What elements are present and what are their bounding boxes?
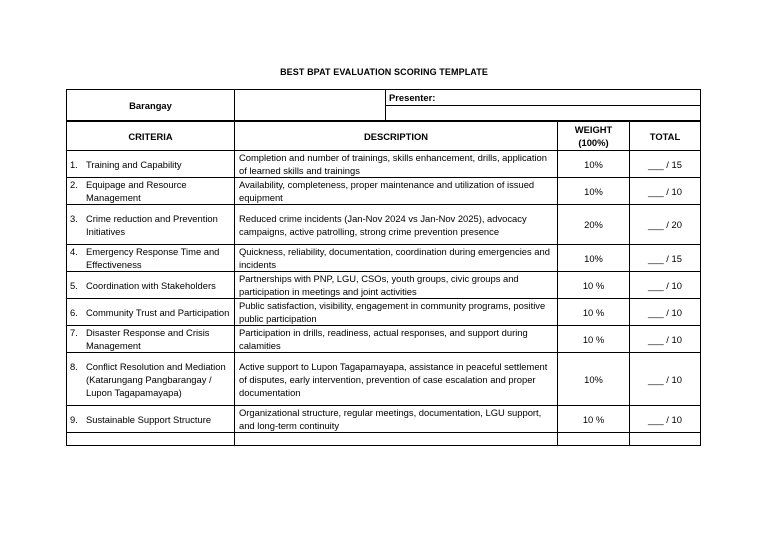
weight-cell: 10 % — [558, 299, 630, 326]
criteria-number: 2. — [70, 179, 78, 190]
total-cell[interactable]: ___ / 15 — [630, 151, 701, 178]
weight-cell: 10 % — [558, 326, 630, 353]
criteria-text: Disaster Response and Crisis Management — [86, 327, 210, 351]
total-cell[interactable]: ___ / 10 — [630, 353, 701, 406]
description-cell: Organizational structure, regular meetings, documentation, LGU support, and long-term continuity — [235, 406, 558, 433]
criteria-cell — [67, 205, 235, 245]
criteria-header: CRITERIA — [67, 122, 235, 151]
description-cell: Quickness, reliability, documentation, coordination during emergencies and incidents — [235, 245, 558, 272]
criteria-text: Sustainable Support Structure — [86, 413, 212, 425]
barangay-value-cell[interactable] — [235, 90, 386, 121]
criteria-text: Emergency Response Time and Effectiveness — [86, 246, 220, 270]
criteria-text: Community Trust and Participation — [86, 306, 230, 318]
header-table — [66, 89, 701, 121]
total-cell[interactable]: ___ / 10 — [630, 326, 701, 353]
table-row — [67, 205, 701, 245]
criteria-text: Coordination with Stakeholders — [86, 279, 216, 291]
barangay-label: Barangay — [67, 90, 235, 121]
criteria-cell — [67, 178, 235, 205]
table-row — [67, 151, 701, 178]
weight-cell: 20% — [558, 205, 630, 245]
table-row — [67, 272, 701, 299]
criteria-number: 3. — [70, 212, 78, 224]
table-row — [67, 178, 701, 205]
weight-cell: 10% — [558, 245, 630, 272]
empty-footer-row — [67, 433, 701, 446]
total-cell[interactable]: ___ / 10 — [630, 299, 701, 326]
presenter-value-cell[interactable] — [386, 106, 701, 121]
description-header: DESCRIPTION — [235, 122, 558, 151]
criteria-cell — [67, 245, 235, 272]
table-row — [67, 326, 701, 353]
table-header-row — [67, 122, 701, 151]
criteria-cell — [67, 151, 235, 178]
total-cell[interactable]: ___ / 10 — [630, 178, 701, 205]
total-cell[interactable]: ___ / 20 — [630, 205, 701, 245]
document-title: BEST BPAT EVALUATION SCORING TEMPLATE — [280, 67, 488, 77]
criteria-number: 7. — [70, 327, 78, 338]
criteria-cell — [67, 353, 235, 406]
description-cell: Partnerships with PNP, LGU, CSOs, youth groups, civic groups and participation in meetings and joint activities — [235, 272, 558, 299]
weight-cell: 10% — [558, 178, 630, 205]
criteria-cell — [67, 326, 235, 353]
table-row — [67, 406, 701, 433]
criteria-text: Conflict Resolution and Mediation (Katarungang Pangbarangay / Lupon Tagapamayapa) — [86, 360, 226, 398]
description-cell: Reduced crime incidents (Jan-Nov 2024 vs Jan-Nov 2025), advocacy campaigns, active patrolling, strong crime prevention presence — [235, 205, 558, 245]
weight-header: WEIGHT (100%) — [558, 122, 630, 151]
weight-cell: 10 % — [558, 272, 630, 299]
weight-cell: 10% — [558, 151, 630, 178]
criteria-cell — [67, 272, 235, 299]
criteria-number: 9. — [70, 413, 78, 425]
table-row — [67, 299, 701, 326]
criteria-text: Crime reduction and Prevention Initiatives — [86, 212, 218, 237]
weight-cell: 10% — [558, 353, 630, 406]
description-cell: Participation in drills, readiness, actual responses, and support during calamities — [235, 326, 558, 353]
description-cell: Public satisfaction, visibility, engagement in community programs, positive public participation — [235, 299, 558, 326]
table-row — [67, 353, 701, 406]
criteria-number: 8. — [70, 360, 78, 372]
total-cell[interactable]: ___ / 10 — [630, 406, 701, 433]
total-cell[interactable]: ___ / 15 — [630, 245, 701, 272]
criteria-number: 4. — [70, 246, 78, 257]
criteria-number: 6. — [70, 306, 78, 318]
total-header: TOTAL — [630, 122, 701, 151]
table-row — [67, 245, 701, 272]
total-cell[interactable]: ___ / 10 — [630, 272, 701, 299]
description-cell: Completion and number of trainings, skills enhancement, drills, application of learned skills and trainings — [235, 151, 558, 178]
description-cell: Availability, completeness, proper maintenance and utilization of issued equipment — [235, 178, 558, 205]
criteria-table — [66, 121, 701, 446]
description-cell: Active support to Lupon Tagapamayapa, assistance in peaceful settlement of disputes, early intervention, prevention of case escalation and proper documentation — [235, 353, 558, 406]
criteria-number: 5. — [70, 279, 78, 291]
criteria-cell — [67, 406, 235, 433]
criteria-text: Equipage and Resource Management — [86, 179, 187, 203]
presenter-label: Presenter: — [386, 90, 701, 106]
weight-cell: 10 % — [558, 406, 630, 433]
criteria-text: Training and Capability — [86, 158, 182, 170]
criteria-cell — [67, 299, 235, 326]
criteria-number: 1. — [70, 158, 78, 170]
